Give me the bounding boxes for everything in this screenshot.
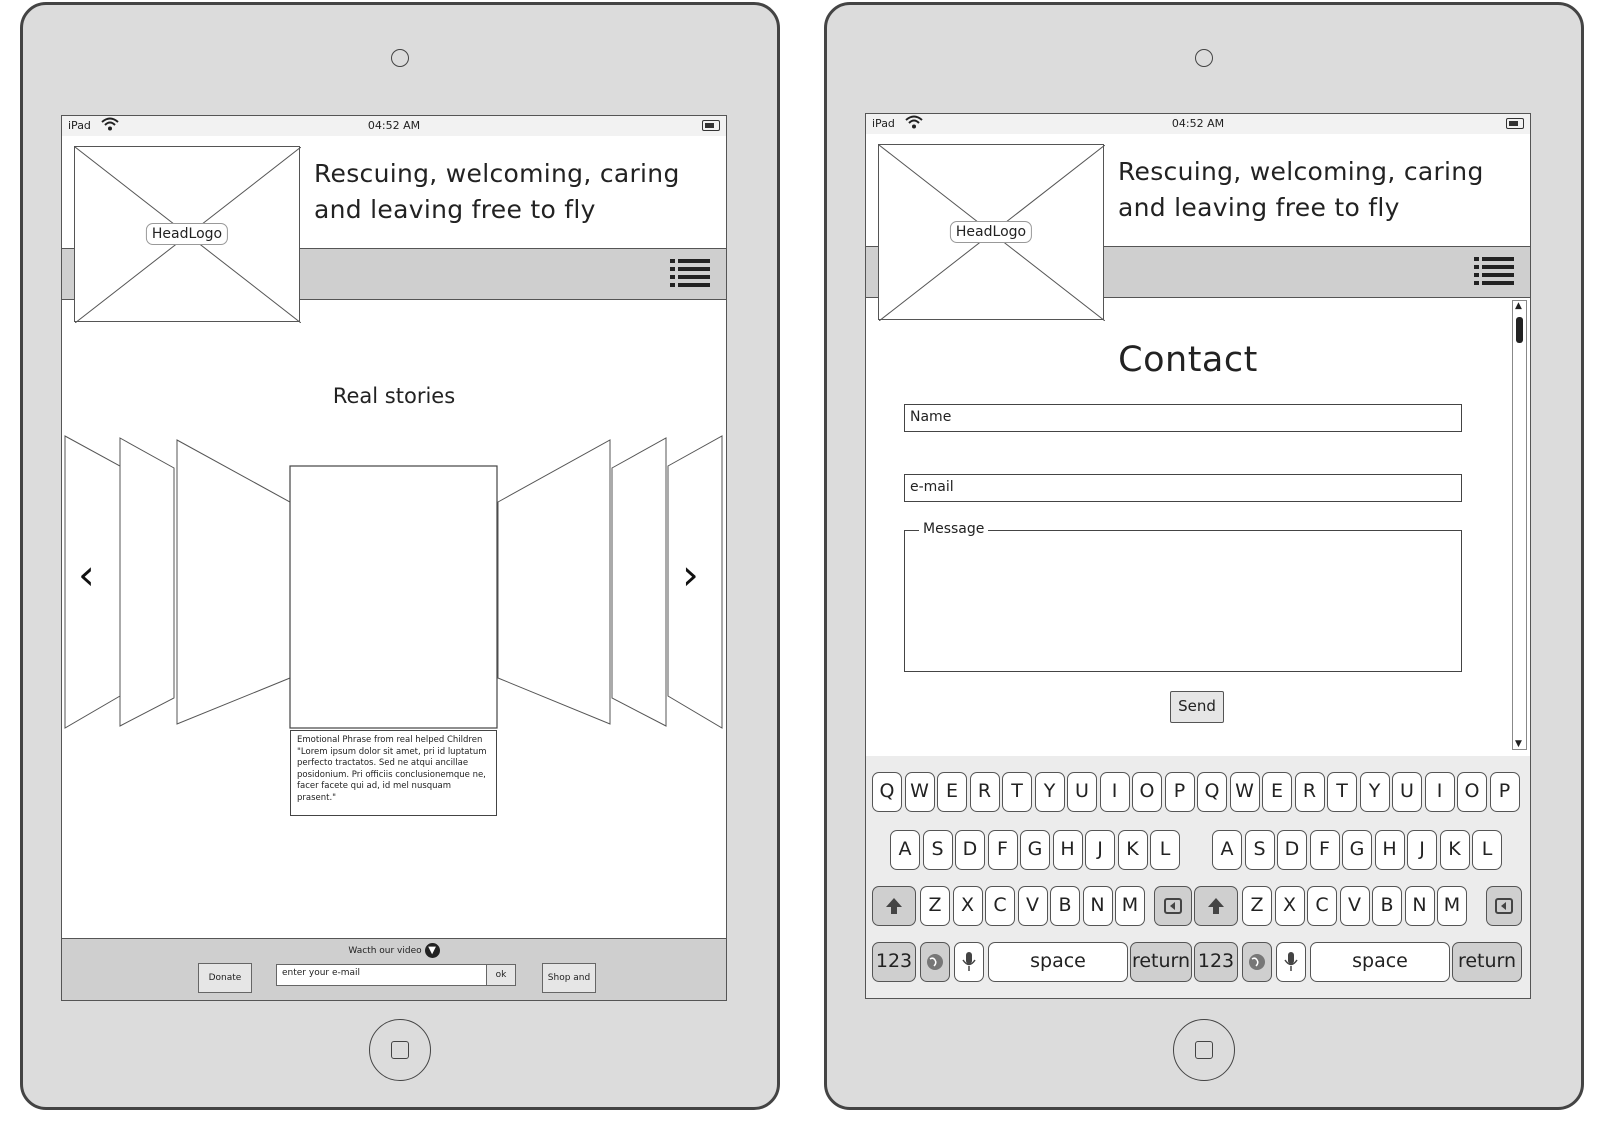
key-x[interactable]: X xyxy=(953,886,983,926)
key-d[interactable]: D xyxy=(955,830,985,870)
send-button[interactable]: Send xyxy=(1170,691,1224,723)
shift-icon xyxy=(884,896,904,916)
key-k[interactable]: K xyxy=(1440,830,1470,870)
key-i[interactable]: I xyxy=(1425,772,1455,812)
status-bar xyxy=(62,116,726,136)
space-key[interactable]: space xyxy=(988,942,1128,982)
donate-button[interactable]: Donate xyxy=(198,963,252,993)
globe-icon xyxy=(1247,952,1267,972)
section-title: Real stories xyxy=(332,384,456,408)
return-key[interactable]: return xyxy=(1452,942,1522,982)
key-j[interactable]: J xyxy=(1407,830,1437,870)
newsletter-ok-button[interactable]: ok xyxy=(486,964,516,986)
carousel-next-arrow[interactable]: › xyxy=(682,550,699,599)
on-screen-keyboard xyxy=(866,756,1530,998)
key-r[interactable]: R xyxy=(1295,772,1325,812)
scroll-up-icon[interactable]: ▲ xyxy=(1515,301,1522,311)
story-caption: Emotional Phrase from real helped Children "Lorem ipsum dolor sit amet, pri id luptatum perfecto tractatos. Sed ne atqui ancillae posidonium. Pri officiis conclusionemque ne, facer facete qui ad, id mel nusquam prasent." xyxy=(290,730,497,816)
menu-icon[interactable] xyxy=(670,257,710,291)
menu-icon[interactable] xyxy=(1474,255,1514,289)
key-q[interactable]: Q xyxy=(872,772,902,812)
logo-label: HeadLogo xyxy=(950,221,1032,243)
key-c[interactable]: C xyxy=(985,886,1015,926)
backspace-key[interactable] xyxy=(1486,886,1522,926)
dictation-key[interactable] xyxy=(954,942,984,982)
tagline-line: Rescuing, welcoming, caring xyxy=(1118,157,1484,186)
key-p[interactable]: P xyxy=(1490,772,1520,812)
status-bar xyxy=(866,114,1530,134)
key-t[interactable]: T xyxy=(1327,772,1357,812)
camera-lens xyxy=(1195,49,1213,67)
key-v[interactable]: V xyxy=(1340,886,1370,926)
message-textarea[interactable] xyxy=(904,521,1462,672)
name-field[interactable]: Name xyxy=(904,404,1462,432)
scroll-thumb[interactable] xyxy=(1516,317,1523,343)
key-c[interactable]: C xyxy=(1307,886,1337,926)
scroll-down-icon[interactable]: ▼ xyxy=(1515,739,1522,749)
key-o[interactable]: O xyxy=(1132,772,1162,812)
space-key[interactable]: space xyxy=(1310,942,1450,982)
key-v[interactable]: V xyxy=(1018,886,1048,926)
key-q[interactable]: Q xyxy=(1197,772,1227,812)
scrollbar[interactable] xyxy=(1512,300,1527,750)
footer-bar xyxy=(62,938,726,1000)
key-n[interactable]: N xyxy=(1083,886,1113,926)
key-u[interactable]: U xyxy=(1392,772,1422,812)
key-o[interactable]: O xyxy=(1457,772,1487,812)
key-n[interactable]: N xyxy=(1405,886,1435,926)
key-s[interactable]: S xyxy=(923,830,953,870)
key-e[interactable]: E xyxy=(937,772,967,812)
tagline-line: and leaving free to fly xyxy=(1118,193,1400,222)
ipad-frame-right xyxy=(824,2,1584,1110)
logo-label: HeadLogo xyxy=(146,223,228,245)
dictation-key[interactable] xyxy=(1276,942,1306,982)
carousel-prev-arrow[interactable]: ‹ xyxy=(78,550,95,599)
message-label: Message xyxy=(919,521,988,537)
backspace-key[interactable] xyxy=(1154,886,1192,926)
head-logo[interactable] xyxy=(74,146,300,322)
globe-icon xyxy=(925,952,945,972)
backspace-icon xyxy=(1494,897,1514,915)
ipad-frame-left xyxy=(20,2,780,1110)
return-key[interactable]: return xyxy=(1130,942,1192,982)
key-z[interactable]: Z xyxy=(920,886,950,926)
key-w[interactable]: W xyxy=(1230,772,1260,812)
tagline xyxy=(314,156,680,228)
key-t[interactable]: T xyxy=(1002,772,1032,812)
tagline xyxy=(1118,154,1484,226)
battery-icon xyxy=(702,120,720,131)
backspace-icon xyxy=(1163,897,1183,915)
head-logo[interactable] xyxy=(878,144,1104,320)
key-z[interactable]: Z xyxy=(1242,886,1272,926)
key-k[interactable]: K xyxy=(1118,830,1148,870)
key-g[interactable]: G xyxy=(1020,830,1050,870)
key-a[interactable]: A xyxy=(890,830,920,870)
newsletter-email-input[interactable]: enter your e-mail xyxy=(276,964,488,986)
screen-left xyxy=(61,115,727,1001)
home-button[interactable] xyxy=(1173,1019,1235,1081)
page-title: Contact xyxy=(1118,340,1258,380)
microphone-icon xyxy=(961,951,977,973)
key-w[interactable]: W xyxy=(905,772,935,812)
key-l[interactable]: L xyxy=(1472,830,1502,870)
status-device: iPad xyxy=(68,119,91,132)
status-device: iPad xyxy=(872,117,895,130)
key-j[interactable]: J xyxy=(1085,830,1115,870)
key-s[interactable]: S xyxy=(1245,830,1275,870)
key-y[interactable]: Y xyxy=(1360,772,1390,812)
key-l[interactable]: L xyxy=(1150,830,1180,870)
key-f[interactable]: F xyxy=(1310,830,1340,870)
key-d[interactable]: D xyxy=(1277,830,1307,870)
key-x[interactable]: X xyxy=(1275,886,1305,926)
key-b[interactable]: B xyxy=(1050,886,1080,926)
key-b[interactable]: B xyxy=(1372,886,1402,926)
tagline-line: and leaving free to fly xyxy=(314,195,596,224)
shift-key[interactable] xyxy=(1194,886,1238,926)
status-time: 04:52 AM xyxy=(367,119,421,132)
key-m[interactable]: M xyxy=(1115,886,1145,926)
home-button[interactable] xyxy=(369,1019,431,1081)
key-u[interactable]: U xyxy=(1067,772,1097,812)
download-arrow-icon: ▼ xyxy=(425,943,440,958)
numbers-key[interactable]: 123 xyxy=(872,942,916,982)
camera-lens xyxy=(391,49,409,67)
shop-button[interactable]: Shop and xyxy=(542,963,596,993)
key-m[interactable]: M xyxy=(1437,886,1467,926)
key-f[interactable]: F xyxy=(988,830,1018,870)
key-g[interactable]: G xyxy=(1342,830,1372,870)
globe-key[interactable] xyxy=(1242,942,1272,982)
shift-key[interactable] xyxy=(872,886,916,926)
key-e[interactable]: E xyxy=(1262,772,1292,812)
numbers-key[interactable]: 123 xyxy=(1194,942,1238,982)
microphone-icon xyxy=(1283,951,1299,973)
battery-icon xyxy=(1506,118,1524,129)
key-p[interactable]: P xyxy=(1165,772,1195,812)
key-h[interactable]: H xyxy=(1053,830,1083,870)
key-h[interactable]: H xyxy=(1375,830,1405,870)
tagline-line: Rescuing, welcoming, caring xyxy=(314,159,680,188)
watch-video-label: Wacth our video xyxy=(348,946,422,956)
watch-video-link[interactable] xyxy=(62,943,726,958)
key-y[interactable]: Y xyxy=(1035,772,1065,812)
email-field[interactable]: e-mail xyxy=(904,474,1462,502)
key-r[interactable]: R xyxy=(970,772,1000,812)
screen-right xyxy=(865,113,1531,999)
shift-icon xyxy=(1206,896,1226,916)
status-time: 04:52 AM xyxy=(1171,117,1225,130)
globe-key[interactable] xyxy=(920,942,950,982)
key-i[interactable]: I xyxy=(1100,772,1130,812)
key-a[interactable]: A xyxy=(1212,830,1242,870)
